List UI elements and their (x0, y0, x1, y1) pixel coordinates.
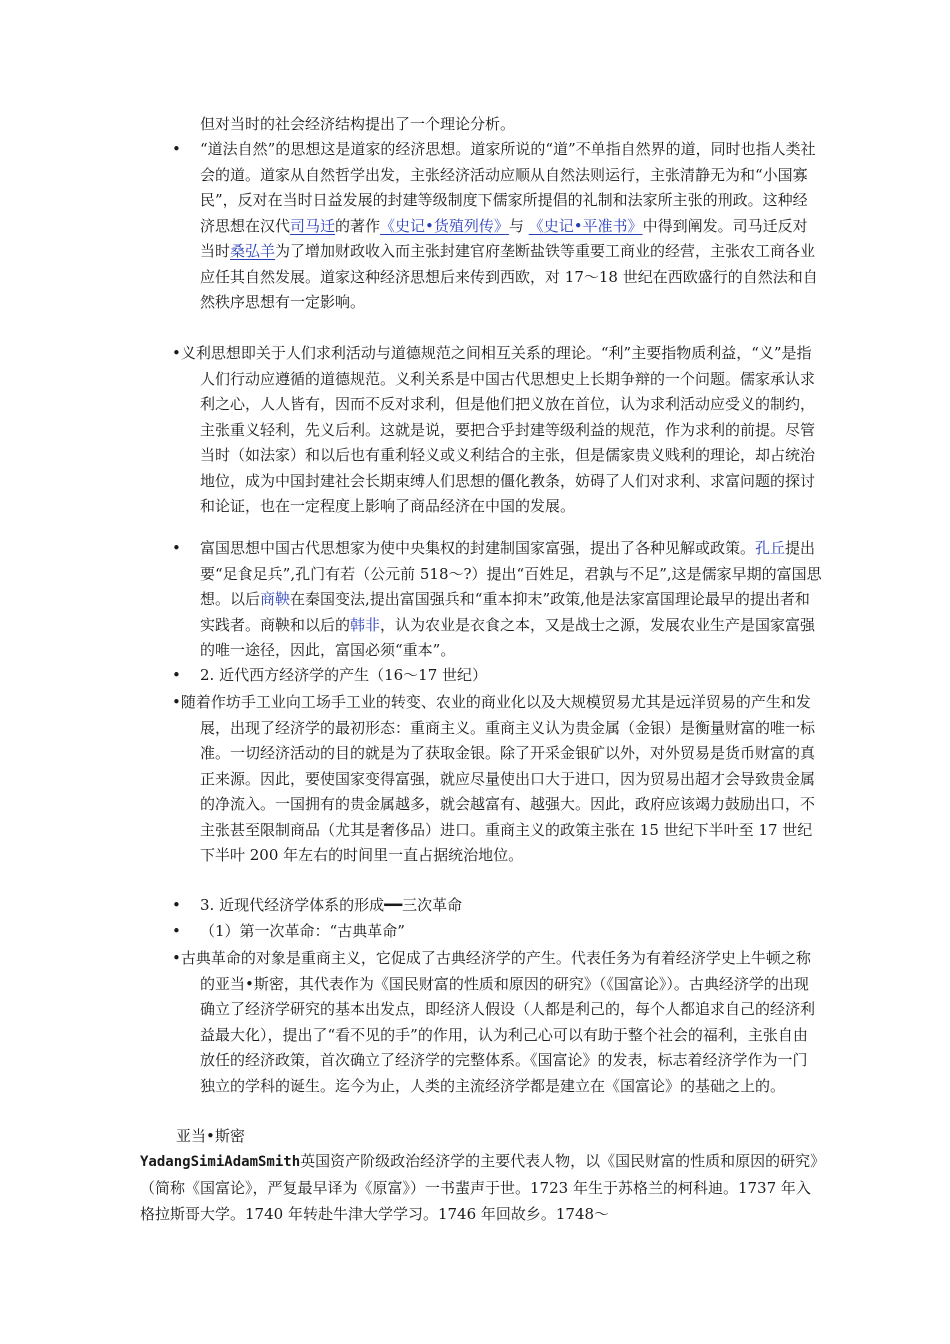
list-item-section-2 (172, 663, 822, 689)
subsection-heading: （1）第一次革命：“古典革命” (200, 922, 405, 940)
section-heading: 2. 近代西方经济学的产生（16～17 世纪） (200, 666, 488, 684)
list-item-mercantilism (172, 690, 822, 869)
paragraph-text: 但对当时的社会经济结构提出了一个理论分析。 (200, 115, 516, 133)
name-kong-qiu[interactable]: 孔丘 (755, 539, 786, 557)
bullet-icon: • (172, 539, 181, 557)
list-item-yili-thought (172, 341, 822, 520)
latin-name: YadangSimiAdamSmith (140, 1154, 301, 1170)
paragraph-text: •义利思想即关于人们求利活动与道德规范之间相互关系的理论。“利”主要指物质利益，“义”是指人们行动应遵循的道德规范。义利关系是中国古代思想史上长期争辩的一个问题。儒家承认求利之心，人人皆有，因而不反对求利，但是他们把义放在首位，认为求利活动应受义的制约，主张重义轻利，先义后利。这就是说，要把合乎封建等级利益的规范，作为求利的前提。尽管当时（如法家）和以后也有重利轻义或义利结合的主张，但是儒家贵义贱利的理论，却占统治地位，成为中国封建社会长期束缚人们思想的僵化教条，妨碍了人们对求利、求富问题的探讨和论证，也在一定程度上影响了商品经济在中国的发展。 (172, 344, 816, 515)
link-sima-qian[interactable]: 司马迁 (290, 216, 336, 235)
list-item-fuguo-thought (172, 536, 822, 664)
list-item-first-revolution (172, 919, 822, 945)
bullet-icon: • (172, 140, 181, 158)
list-item-daoist-thought (172, 137, 822, 316)
list-item-classical-economics (172, 946, 822, 1099)
name-han-fei[interactable]: 韩非 (350, 615, 381, 634)
section-heading: 3. 近现代经济学体系的形成━━三次革命 (200, 896, 463, 914)
paragraph-text: 富国思想中国古代思想家为使中央集权的封建制国家富强，提出了各种见解或政策。孔丘提出要“足食足兵”,孔门有若（公元前 518～?）提出“百姓足，君孰与不足”,这是儒家早期的富国思想。以后商鞅在秦国变法,提出富国强兵和“重本抑末”政策,他是法家富国理论最早的提出者和实践者。商鞅和以后的韩非，认为农业是衣食之本，又是战士之源，发展农业生产是国家富强的唯一途径，因此，富国必须“重本”。 (200, 539, 822, 659)
paragraph-text: “道法自然”的思想这是道家的经济思想。道家所说的“道”不单指自然界的道，同时也指人类社会的道。道家从自然哲学出发，主张经济活动应顺从自然法则运行，主张清静无为和“小国寡民”，反对在当时日益发展的封建等级制度下儒家所提倡的礼制和法家所主张的刑政。这种经济思想在汉代司马迁的著作《史记•货殖列传》与 《史记•平准书》中得到阐发。司马迁反对当时桑弘羊为了增加财政收入而主张封建官府垄断盐铁等重要工商业的经营，主张农工商各业应任其自然发展。道家这种经济思想后来传到西欧，对 17～18 世纪在西欧盛行的自然法和自然秩序思想有一定影响。 (200, 140, 818, 311)
link-sang-hongyang[interactable]: 桑弘羊 (230, 242, 276, 260)
bullet-icon: • (172, 666, 181, 684)
adam-smith-heading: 亚当•斯密 (176, 1127, 245, 1145)
list-item-section-3 (172, 893, 822, 919)
bullet-icon: • (172, 344, 181, 362)
paragraph-text: •古典革命的对象是重商主义，它促成了古典经济学的产生。代表任务为有着经济学史上牛顿之称的亚当•斯密，其代表作为《国民财富的性质和原因的研究》（《国富论》）。古典经济学的出现确立了经济学研究的基本出发点，即经济人假设（人都是利己的，每个人都追求自己的经济利益最大化），提出了“看不见的手”的作用，认为利己心可以有助于整个社会的福利，主张自由放任的经济政策，首次确立了经济学的完整体系。《国富论》的发表，标志着经济学作为一门独立的学科的诞生。迄今为止，人类的主流经济学都是建立在《国富论》的基础之上的。 (172, 949, 816, 1095)
bullet-icon: • (172, 693, 181, 711)
name-shang-yang[interactable]: 商鞅 (260, 590, 291, 608)
bullet-icon: • (172, 896, 181, 914)
link-shiji-pingzhun[interactable]: 《史记•平准书》 (528, 216, 643, 235)
bio-text: 英国资产阶级政治经济学的主要代表人物，以《国民财富的性质和原因的研究》（简称《国富论》，严复最早译为《原富》）一书蜚声于世。1723 年生于苏格兰的柯科迪。1737 年入格拉斯哥大学。1740 年转赴牛津大学学习。1746 年回故乡。1748～ (140, 1152, 818, 1223)
bullet-icon: • (172, 922, 181, 940)
bullet-icon: • (172, 949, 181, 967)
paragraph-text: •随着作坊手工业向工场手工业的转变、农业的商业化以及大规模贸易尤其是远洋贸易的产生和发展，出现了经济学的最初形态：重商主义。重商主义认为贵金属（金银）是衡量财富的唯一标准。一切经济活动的目的就是为了获取金银。除了开采金银矿以外，对外贸易是货币财富的真正来源。因此，要使国家变得富强，就应尽量使出口大于进口，因为贸易出超才会导致贵金属的净流入。一国拥有的贵金属越多，就会越富有、越强大。因此，政府应该竭力鼓励出口，不主张甚至限制商品（尤其是奢侈品）进口。重商主义的政策主张在 15 世纪下半叶至 17 世纪下半叶 200 年左右的时间里一直占据统治地位。 (172, 693, 816, 864)
adam-smith-bio (140, 1148, 820, 1227)
paragraph-continuation (172, 112, 822, 138)
link-shiji-huozhi[interactable]: 《史记•货殖列传》 (380, 216, 509, 235)
